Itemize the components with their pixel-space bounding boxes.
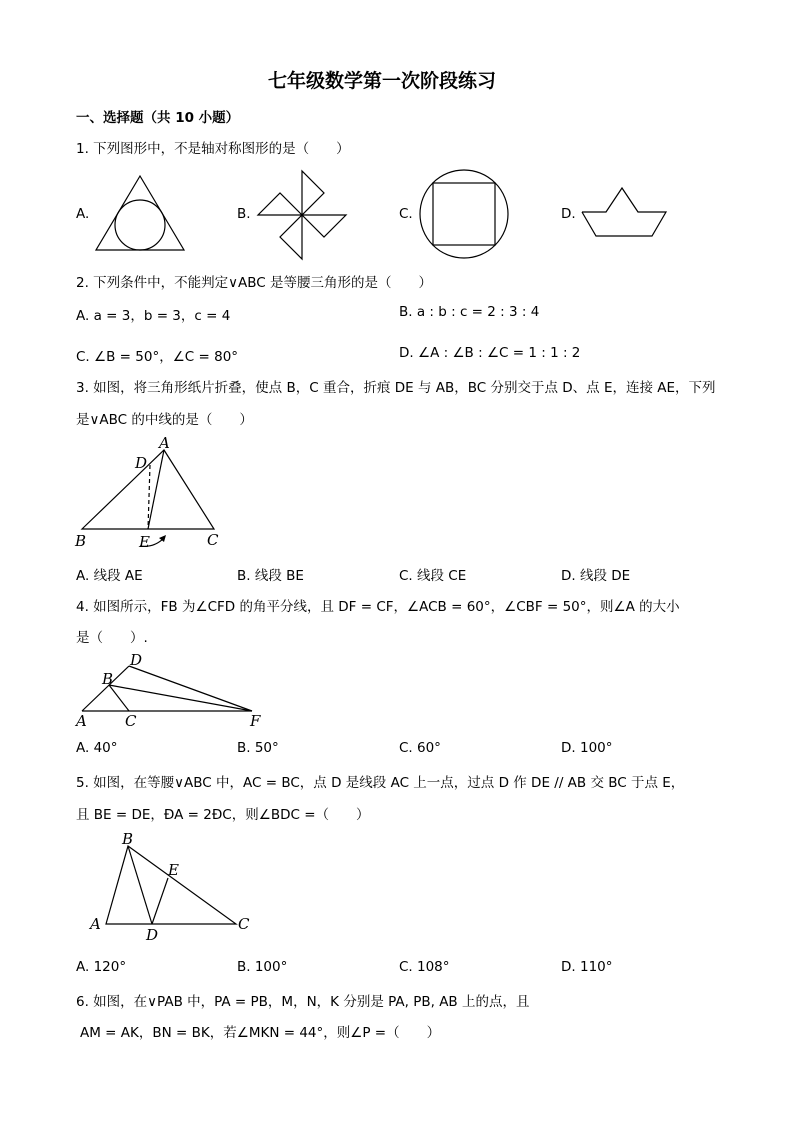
q2-option-d: D. ∠A : ∠B : ∠C = 1 : 1 : 2: [399, 345, 581, 361]
q5-point-e: E: [168, 861, 179, 879]
q4-stem-line2: 是（ ）.: [76, 630, 148, 646]
q3-point-e: E: [139, 533, 150, 551]
q5-stem-line2: 且 BE = DE，ÐA = 2ÐC，则∠BDC =（ ）: [76, 807, 370, 823]
q2-option-c: C. ∠B = 50°，∠C = 80°: [76, 349, 239, 365]
q1-label-a: A.: [76, 206, 90, 222]
q3-option-b: B. 线段 BE: [237, 568, 304, 584]
q3-stem-line2: 是∨ABC 的中线的是（ ）: [76, 412, 253, 428]
q1-figure-c: [418, 168, 510, 260]
q5-stem-line1: 5. 如图，在等腰∨ABC 中，AC = BC，点 D 是线段 AC 上一点，过点 D 作 DE // AB 交 BC 于点 E，: [76, 775, 685, 791]
q3-point-b: B: [75, 532, 87, 550]
q4-option-d: D. 100°: [561, 740, 613, 756]
q4-point-c: C: [125, 712, 137, 730]
q5-option-c: C. 108°: [399, 959, 450, 975]
q5-option-b: B. 100°: [237, 959, 288, 975]
q4-option-b: B. 50°: [237, 740, 279, 756]
q3-option-d: D. 线段 DE: [561, 568, 631, 584]
q4-point-b: B: [102, 670, 114, 688]
q4-point-f: F: [250, 712, 261, 730]
q4-option-a: A. 40°: [76, 740, 118, 756]
q1-label-d: D.: [561, 206, 576, 222]
q6-stem-line1: 6. 如图，在∨PAB 中，PA = PB，M，N，K 分别是 PA, PB, AB 上的点，且: [76, 994, 530, 1010]
q3-figure: [70, 432, 230, 554]
q1-label-c: C.: [399, 206, 413, 222]
q5-point-c: C: [238, 915, 250, 933]
q1-figure-d: [580, 186, 668, 238]
q1-figure-b: [256, 169, 348, 261]
q5-figure: [84, 832, 254, 944]
q3-point-d: D: [135, 454, 148, 472]
q2-option-a: A. a = 3，b = 3，c = 4: [76, 308, 231, 324]
page-title: 七年级数学第一次阶段练习: [268, 70, 497, 92]
q1-stem: 1. 下列图形中，不是轴对称图形的是（ ）: [76, 141, 350, 157]
q5-point-d: D: [146, 926, 159, 944]
q5-point-b: B: [122, 830, 134, 848]
q2-stem: 2. 下列条件中，不能判定∨ABC 是等腰三角形的是（ ）: [76, 275, 433, 291]
q3-option-c: C. 线段 CE: [399, 568, 467, 584]
q3-option-a: A. 线段 AE: [76, 568, 143, 584]
q5-option-d: D. 110°: [561, 959, 613, 975]
q3-stem-line1: 3. 如图，将三角形纸片折叠，使点 B，C 重合，折痕 DE 与 AB，BC 分别交于点 D、点 E，连接 AE，下列: [76, 380, 716, 396]
section-heading: 一、选择题（共 10 小题）: [76, 110, 240, 126]
q3-point-a: A: [159, 434, 170, 452]
q1-figure-a: [94, 174, 186, 252]
q4-stem-line1: 4. 如图所示，FB 为∠CFD 的角平分线，且 DF = CF，∠ACB = 60°，∠CBF = 50°，则∠A 的大小: [76, 599, 680, 615]
q4-option-c: C. 60°: [399, 740, 441, 756]
q4-point-a: A: [76, 712, 87, 730]
q3-point-c: C: [207, 531, 219, 549]
q4-figure: [72, 650, 272, 730]
q6-stem-line2: AM = AK，BN = BK，若∠MKN = 44°，则∠P =（ ）: [80, 1025, 441, 1041]
q5-point-a: A: [90, 915, 101, 933]
q4-point-d: D: [130, 651, 143, 669]
q1-label-b: B.: [237, 206, 251, 222]
q5-option-a: A. 120°: [76, 959, 127, 975]
q2-option-b: B. a : b : c = 2 : 3 : 4: [399, 304, 540, 320]
